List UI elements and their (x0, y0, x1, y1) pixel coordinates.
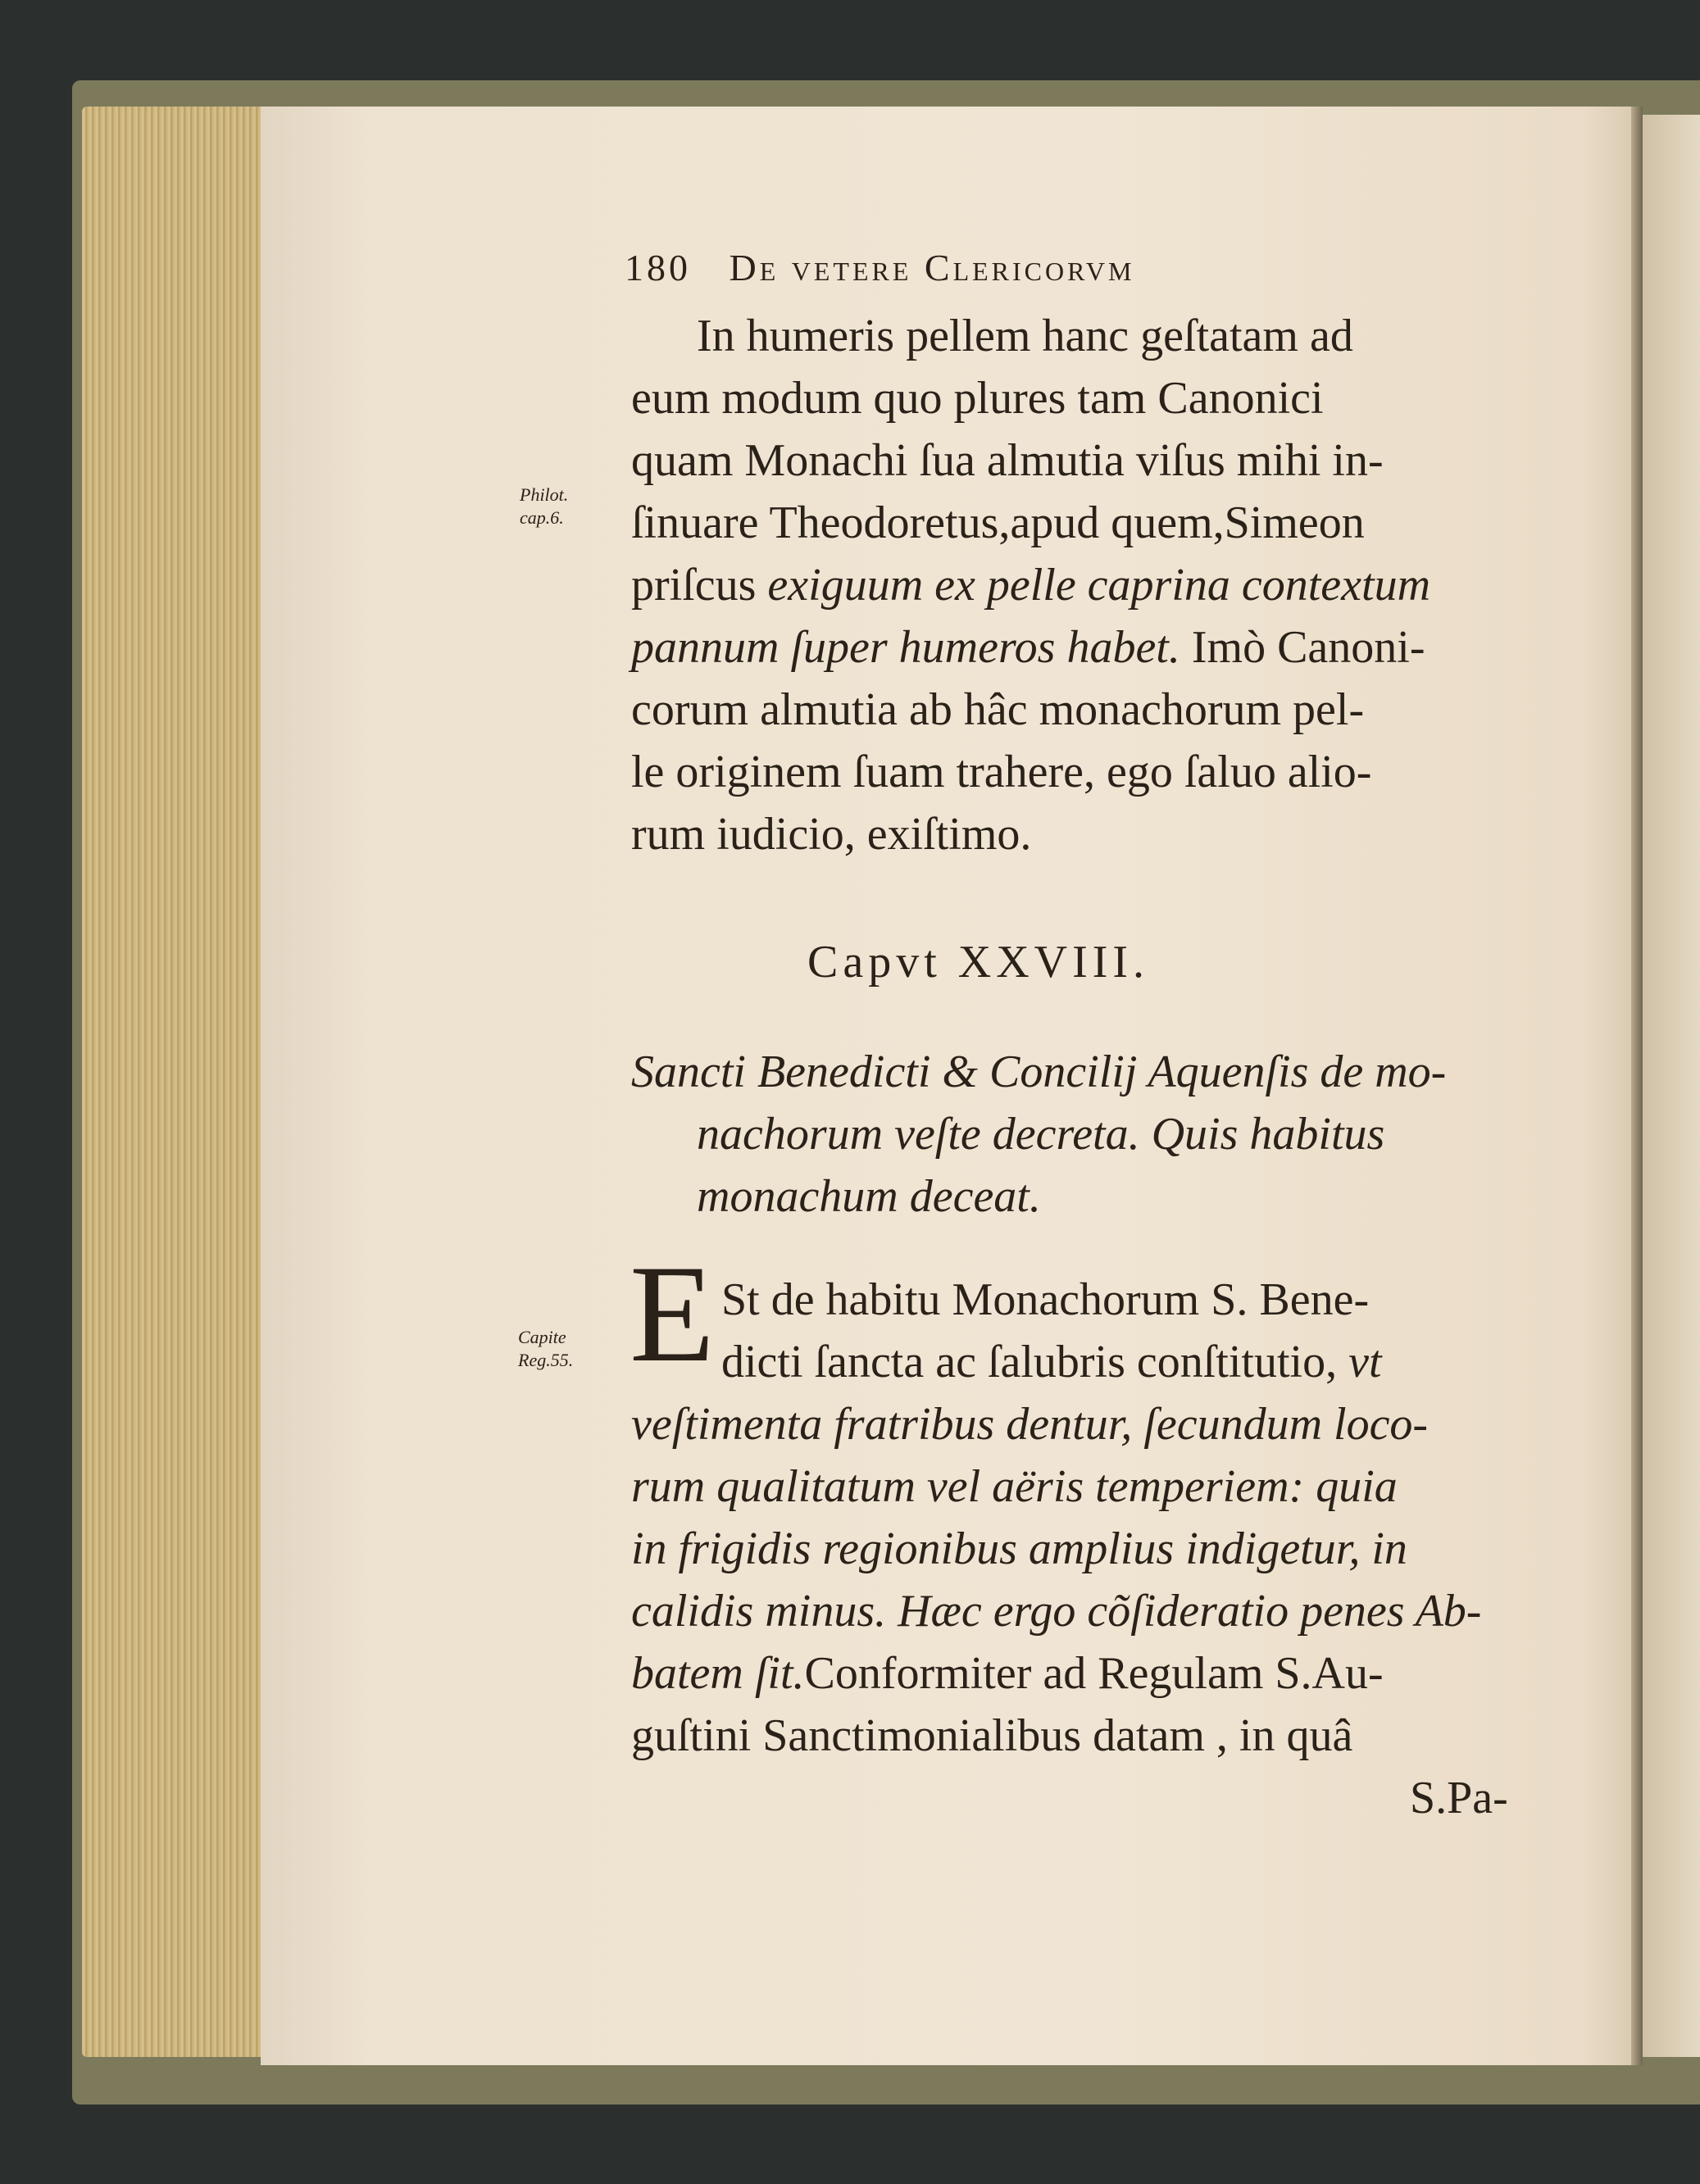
book-gutter (1631, 107, 1643, 2065)
chapter-summary-line: Sancti Benedicti & Concilij Aquenſis de mo- (631, 1047, 1447, 1097)
body-line: veſtimenta fratribus dentur, ſecundum loco- (631, 1399, 1429, 1450)
body-line: guſtini Sanctimonialibus datam , in quâ (631, 1710, 1353, 1761)
body-line: ſinuare Theodoretus,apud quem,Simeon (631, 497, 1365, 548)
body-line: In humeris pellem hanc geſtatam ad (697, 311, 1353, 361)
margin-note-line: Capite (518, 1327, 566, 1347)
body-line: le originem ſuam trahere, ego ſaluo alio- (631, 747, 1372, 797)
body-line: eum modum quo plures tam Canonici (631, 373, 1324, 424)
chapter-summary-line: nachorum veſte decreta. Quis habitus (697, 1109, 1385, 1160)
facing-page-edge (1643, 115, 1700, 2057)
roman-text: Conformiter ad Regulam S.Au- (804, 1648, 1384, 1699)
roman-text: dicti ſancta ac ſalubris conſtitutio, (721, 1337, 1349, 1387)
body-line: calidis minus. Hæc ergo cõſideratio penes Ab- (631, 1586, 1482, 1637)
italic-quote: pannum ſuper humeros habet. (631, 622, 1180, 673)
body-line (631, 1642, 1384, 1705)
margin-note-line: Reg.55. (518, 1350, 574, 1370)
body-line: rum qualitatum vel aëris temperiem: quia (631, 1461, 1398, 1512)
roman-text: priſcus (631, 560, 768, 611)
body-line (631, 554, 1430, 616)
body-line: corum almutia ab hâc monachorum pel- (631, 684, 1365, 735)
running-head (625, 246, 1134, 289)
body-line: quam Monachi ſua almutia viſus mihi in- (631, 435, 1384, 486)
chapter-heading: Capvt XXVIII. (807, 937, 1150, 988)
body-line: St de habitu Monachorum S. Bene- (721, 1274, 1370, 1325)
chapter-summary-line: monachum deceat. (697, 1171, 1041, 1222)
page-number: 180 (625, 247, 691, 288)
page-edges (82, 107, 269, 2057)
catchword: S.Pa- (1410, 1773, 1508, 1823)
margin-note (518, 1326, 573, 1372)
body-line (721, 1331, 1382, 1393)
italic-quote: batem ſit. (631, 1648, 805, 1699)
body-line: in frigidis regionibus amplius indigetur, in (631, 1523, 1407, 1574)
margin-note-line: Philot. (520, 484, 569, 505)
running-head-title: De vetere Clericorvm (729, 247, 1135, 288)
roman-text: Imò Canoni- (1180, 622, 1425, 673)
body-line (631, 616, 1425, 679)
margin-note-line: cap.6. (520, 507, 564, 528)
margin-note (520, 484, 568, 529)
italic-quote: exiguum ex pelle caprina contextum (767, 560, 1431, 611)
italic-quote: vt (1348, 1337, 1382, 1387)
body-line: rum iudicio, exiſtimo. (631, 809, 1032, 860)
drop-cap-letter: E (630, 1237, 715, 1391)
